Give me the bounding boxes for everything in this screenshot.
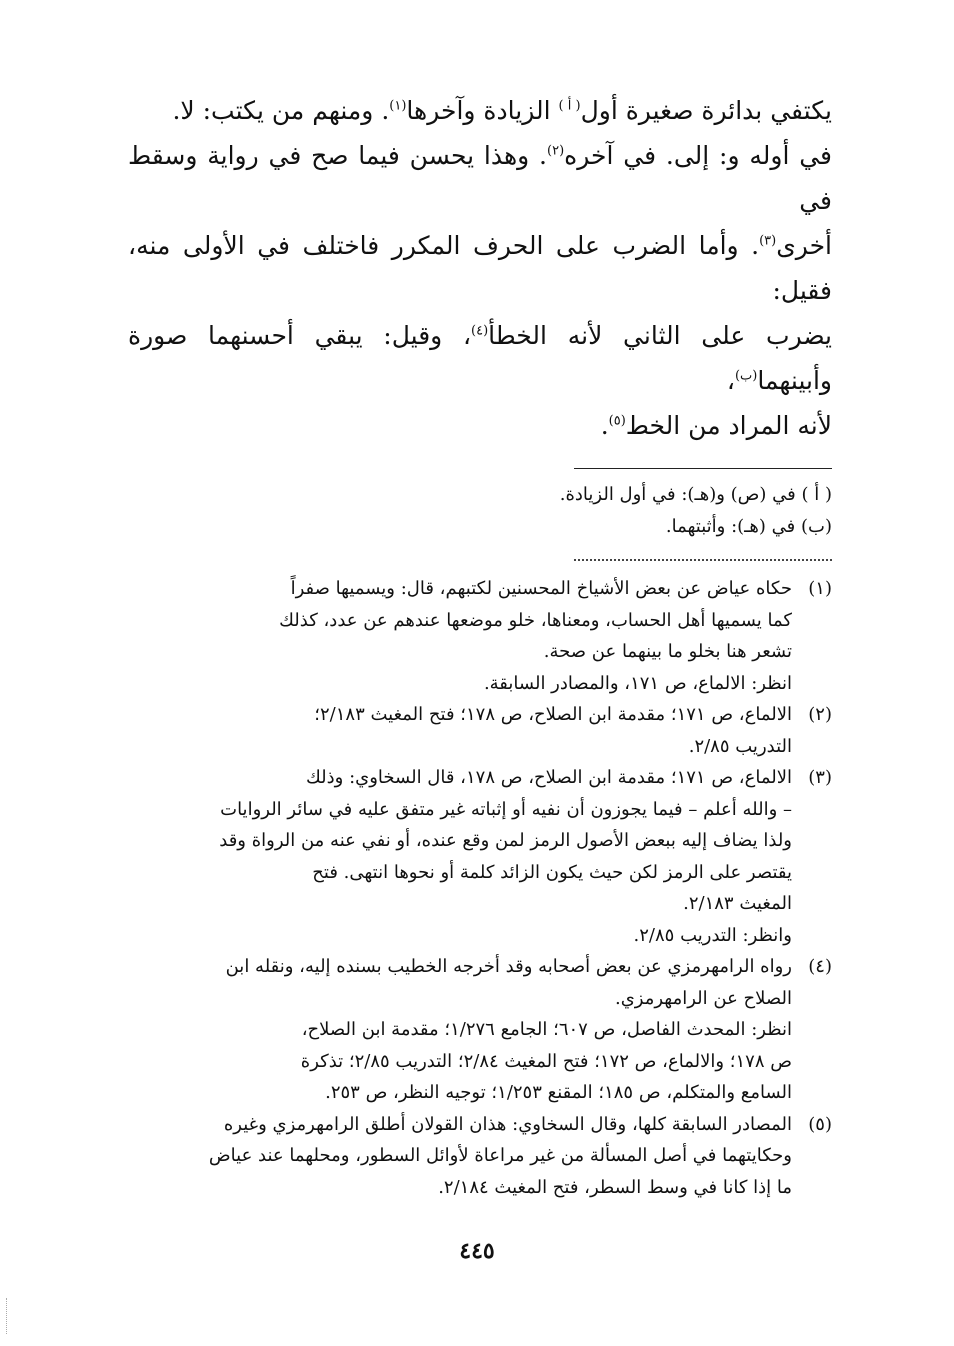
dotted-separator (574, 559, 832, 561)
footnote-body (128, 699, 792, 762)
footnote-line: انظر: الالماع، ص ١٧١، والمصادر السابقة. (483, 672, 792, 694)
footnote-line: الالماع، ص ١٧١؛ مقدمة ابن الصلاح، ص ١٧٨؛ فتح المغيث ٢/١٨٣؛ (314, 704, 792, 725)
footnote-number: (٤) (808, 956, 832, 977)
footnote-line: رواه الرامهرمزي عن بعض أصحابه وقد أخرجه الخطيب بسنده إليه، ونقله ابن (225, 956, 792, 977)
footnote (128, 762, 832, 951)
page-number: ٤٤٥ (459, 1238, 495, 1264)
footnote-line: كما يسميها أهل الحساب، ومعناها، خلو موضعها عندهم عن عدد، كذلك (279, 609, 792, 631)
footnote-line: الالماع، ص ١٧١؛ مقدمة ابن الصلاح، ص ١٧٨، قال السخاوي: وذلك (306, 767, 792, 788)
footnote-line: انظر: المحدث الفاصل، ص ٦٠٧؛ الجامع ١/٢٧٦؛ مقدمة ابن الصلاح، (301, 1019, 792, 1040)
footnote-line: تشعر هنا بخلو ما بينهما عن صحة. (543, 641, 792, 662)
footnote-line: حكاه عياض عن بعض الأشياخ المحسنين لكتبهم، قال: ويسميها صفراً (290, 578, 792, 599)
footnote-line: المغيث ٢/١٨٣. (683, 893, 792, 914)
footnote-line: الصلاح عن الرامهرمزي. (614, 987, 792, 1009)
footnote (128, 1109, 832, 1204)
footnote-number: (٥) (808, 1113, 832, 1135)
variant-note: (ب) في (هـ): وأثبتهما. (665, 516, 832, 537)
footnote-line: وحكايتهما في أصل المسألة من غير مراعاة لأوائل السطور، ومحلهما عند عياض (208, 1145, 792, 1166)
footnote-line: المصادر السابقة كلها، وقال السخاوي: هذان القولان أطلق الرامهرمزي وغيره (223, 1113, 792, 1135)
footnote-line: التدريب ٢/٨٥. (688, 735, 792, 757)
footnote-number: (٣) (808, 767, 832, 788)
page-content (128, 88, 832, 1203)
footnote-body (128, 573, 792, 699)
footnote-line: ما إذا كانا في وسط السطر، فتح المغيث ٢/١٨٤. (438, 1176, 792, 1198)
footnote-line: وانظر: التدريب ٢/٨٥. (633, 924, 792, 946)
footnotes (128, 573, 832, 1203)
footnote (128, 951, 832, 1109)
footnote-line: السامع والمتكلم، ص ١٨٥؛ المقنع ١/٢٥٣؛ توجيه النظر، ص ٢٥٣. (325, 1082, 792, 1103)
footnote-separator (574, 468, 832, 469)
main-text-line: لأنه المراد من الخط$^{(٥)}$. (600, 411, 832, 440)
main-text-line: في أوله و: إلى. في آخره$^{(٢)}$. وهذا يحسن فيما صح في رواية وسقط في (128, 141, 833, 215)
main-text-line: أخرى$^{(٣)}$. وأما الضرب على الحرف المكرر فاختلف في الأولى منه، فقيل: (128, 231, 832, 305)
variant-notes (128, 479, 832, 543)
footnote (128, 699, 832, 762)
scan-artifact (6, 1298, 13, 1334)
footnote-number: (٢) (808, 704, 832, 725)
footnote-body (128, 762, 792, 951)
footnote-body (128, 1109, 792, 1204)
footnote-line: يقتصر على الرمز لكن حيث يكون الزائد كلمة أو نحوها انتهى. فتح (312, 861, 792, 883)
footnote-number: (١) (808, 578, 832, 599)
main-text (128, 88, 832, 448)
variant-note: ( أ ) في (ص) و(هـ): في أول الزيادة. (559, 484, 832, 505)
main-text-line: يضرب على الثاني لأنه الخطأ$^{(٤)}$، وقيل: يبقي أحسنهما صورة وأبينهما$^{(ب)}$، (128, 321, 832, 395)
footnote-line: ص ١٧٨؛ والالماع، ص ١٧٢؛ فتح المغيث ٢/٨٤؛ التدريب ٢/٨٥؛ تذكرة (300, 1050, 792, 1072)
footnote-body (128, 951, 792, 1109)
footnote (128, 573, 832, 699)
footnote-line: – والله أعلم – فيما يجوزون أن نفيه أو إثباته غير متفق عليه في سائر الروايات (220, 798, 792, 820)
footnote-line: ولذا يضاف إليه ببعض الأصول الرمز لمن وقع عنده، أو نفي عنه من الرواة وقد (219, 830, 792, 851)
main-text-line: يكتفي بدائرة صغيرة أول$^{( أ )}$ الزيادة وآخرها$^{(١)}$. ومنهم من يكتب: لا. (172, 96, 832, 125)
